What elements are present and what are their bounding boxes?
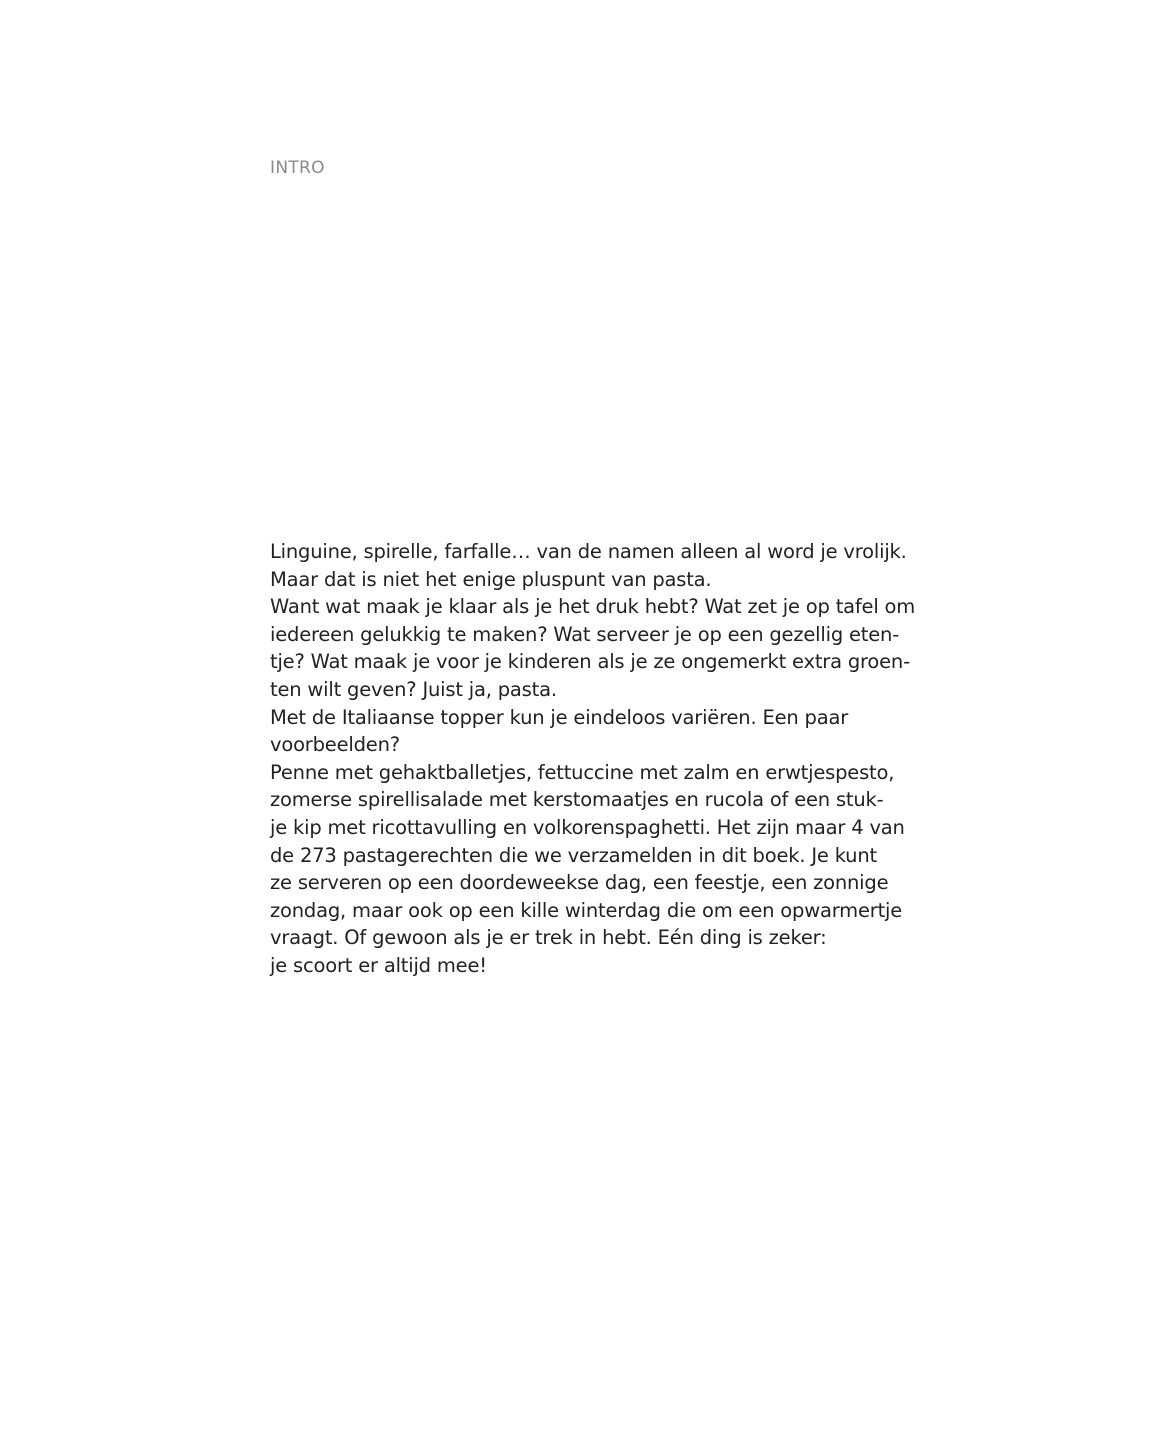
intro-line: Penne met gehaktballetjes, fettuccine met zalm en erwtjespesto, [270,760,895,784]
intro-line: Met de Italiaanse topper kun je eindeloos variëren. Een paar [270,705,849,729]
intro-line: ten wilt geven? Juist ja, pasta. [270,677,557,701]
intro-line: je scoort er altijd mee! [270,953,487,977]
intro-line: iedereen gelukkig te maken? Wat serveer je op een gezellig eten- [270,622,900,646]
intro-line: de 273 pastagerechten die we verzamelden in dit boek. Je kunt [270,843,877,867]
intro-line: voorbeelden? [270,733,400,757]
intro-line: tje? Wat maak je voor je kinderen als je ze ongemerkt extra groen- [270,650,910,674]
section-label: INTRO [270,158,325,178]
intro-paragraph [270,538,916,980]
intro-line: vraagt. Of gewoon als je er trek in hebt. Eén ding is zeker: [270,926,827,950]
intro-line: zomerse spirellisalade met kerstomaatjes en rucola of een stuk- [270,788,884,812]
intro-line: Want wat maak je klaar als je het druk hebt? Wat zet je op tafel om [270,595,916,619]
intro-line: zondag, maar ook op een kille winterdag die om een opwarmertje [270,898,903,922]
intro-line: ze serveren op een doordeweekse dag, een feestje, een zonnige [270,871,889,895]
intro-line: Maar dat is niet het enige pluspunt van pasta. [270,567,712,591]
intro-line: Linguine, spirelle, farfalle… van de namen alleen al word je vrolijk. [270,540,907,563]
intro-line: je kip met ricottavulling en volkorenspaghetti. Het zijn maar 4 van [270,815,905,839]
